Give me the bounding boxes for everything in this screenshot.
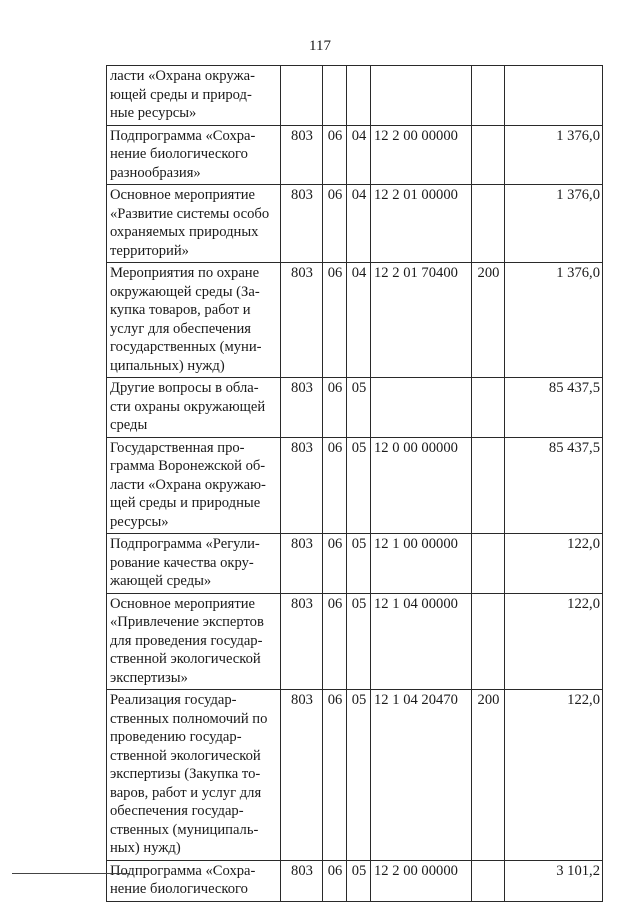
cell-expense-type bbox=[472, 125, 505, 185]
cell-section: 06 bbox=[323, 263, 347, 378]
cell-target-article: 12 2 00 00000 bbox=[371, 860, 472, 901]
cell-grbs: 803 bbox=[281, 690, 323, 861]
cell-amount bbox=[505, 66, 603, 126]
cell-name: Основное мероприятие «Развитие системы особо охраняемых природных территорий» bbox=[107, 185, 281, 263]
cell-target-article bbox=[371, 378, 472, 438]
cell-expense-type bbox=[472, 66, 505, 126]
cell-subsection: 05 bbox=[347, 534, 371, 594]
cell-expense-type: 200 bbox=[472, 690, 505, 861]
budget-table bbox=[106, 65, 603, 902]
cell-subsection: 05 bbox=[347, 437, 371, 534]
cell-amount: 1 376,0 bbox=[505, 185, 603, 263]
cell-grbs: 803 bbox=[281, 185, 323, 263]
cell-subsection: 04 bbox=[347, 125, 371, 185]
cell-amount: 122,0 bbox=[505, 690, 603, 861]
cell-section: 06 bbox=[323, 690, 347, 861]
cell-name: ласти «Охрана окружа- ющей среды и природ- ные ресурсы» bbox=[107, 66, 281, 126]
cell-grbs: 803 bbox=[281, 437, 323, 534]
cell-name: Другие вопросы в обла- сти охраны окружающей среды bbox=[107, 378, 281, 438]
cell-expense-type bbox=[472, 860, 505, 901]
cell-name: Подпрограмма «Сохра- нение биологического bbox=[107, 860, 281, 901]
cell-name: Реализация государ- ственных полномочий по проведению государ- ственной экологической экспертизы (Закупка то- варов, работ и услуг для обеспечения государ- ственных (муниципаль- ных) нужд) bbox=[107, 690, 281, 861]
cell-name: Подпрограмма «Регули- рование качества окру- жающей среды» bbox=[107, 534, 281, 594]
table-row bbox=[107, 534, 603, 594]
cell-amount: 1 376,0 bbox=[505, 125, 603, 185]
cell-name: Мероприятия по охране окружающей среды (За- купка товаров, работ и услуг для обеспечения государственных (муни- ципальных) нужд) bbox=[107, 263, 281, 378]
table-row bbox=[107, 437, 603, 534]
cell-expense-type bbox=[472, 378, 505, 438]
cell-section: 06 bbox=[323, 593, 347, 690]
cell-grbs bbox=[281, 66, 323, 126]
cell-section: 06 bbox=[323, 378, 347, 438]
table-body bbox=[107, 66, 603, 902]
cell-target-article: 12 2 01 70400 bbox=[371, 263, 472, 378]
table-row bbox=[107, 593, 603, 690]
cell-amount: 85 437,5 bbox=[505, 437, 603, 534]
table-row bbox=[107, 860, 603, 901]
cell-expense-type bbox=[472, 185, 505, 263]
cell-name: Подпрограмма «Сохра- нение биологического разнообразия» bbox=[107, 125, 281, 185]
cell-subsection: 05 bbox=[347, 860, 371, 901]
footnote-divider bbox=[12, 873, 130, 874]
cell-expense-type bbox=[472, 534, 505, 594]
cell-grbs: 803 bbox=[281, 125, 323, 185]
cell-subsection: 05 bbox=[347, 690, 371, 861]
cell-name: Государственная про- грамма Воронежской об- ласти «Охрана окружаю- щей среды и природные ресурсы» bbox=[107, 437, 281, 534]
cell-grbs: 803 bbox=[281, 860, 323, 901]
cell-expense-type bbox=[472, 437, 505, 534]
cell-amount: 122,0 bbox=[505, 534, 603, 594]
cell-expense-type bbox=[472, 593, 505, 690]
cell-section: 06 bbox=[323, 437, 347, 534]
cell-amount: 85 437,5 bbox=[505, 378, 603, 438]
table-row bbox=[107, 378, 603, 438]
cell-grbs: 803 bbox=[281, 593, 323, 690]
cell-section bbox=[323, 66, 347, 126]
page-number: 117 bbox=[309, 38, 331, 54]
cell-subsection: 04 bbox=[347, 263, 371, 378]
cell-section: 06 bbox=[323, 534, 347, 594]
table-row bbox=[107, 66, 603, 126]
cell-target-article bbox=[371, 66, 472, 126]
cell-target-article: 12 2 00 00000 bbox=[371, 125, 472, 185]
cell-section: 06 bbox=[323, 185, 347, 263]
cell-grbs: 803 bbox=[281, 378, 323, 438]
cell-target-article: 12 1 04 00000 bbox=[371, 593, 472, 690]
cell-amount: 3 101,2 bbox=[505, 860, 603, 901]
table-row bbox=[107, 185, 603, 263]
table-row bbox=[107, 125, 603, 185]
cell-subsection: 04 bbox=[347, 185, 371, 263]
cell-subsection: 05 bbox=[347, 378, 371, 438]
cell-target-article: 12 0 00 00000 bbox=[371, 437, 472, 534]
cell-target-article: 12 2 01 00000 bbox=[371, 185, 472, 263]
cell-target-article: 12 1 04 20470 bbox=[371, 690, 472, 861]
cell-section: 06 bbox=[323, 125, 347, 185]
cell-amount: 1 376,0 bbox=[505, 263, 603, 378]
cell-expense-type: 200 bbox=[472, 263, 505, 378]
cell-section: 06 bbox=[323, 860, 347, 901]
table-row bbox=[107, 263, 603, 378]
cell-name: Основное мероприятие «Привлечение экспертов для проведения государ- ственной экологической экспертизы» bbox=[107, 593, 281, 690]
cell-grbs: 803 bbox=[281, 263, 323, 378]
table-row bbox=[107, 690, 603, 861]
cell-subsection: 05 bbox=[347, 593, 371, 690]
cell-target-article: 12 1 00 00000 bbox=[371, 534, 472, 594]
cell-subsection bbox=[347, 66, 371, 126]
cell-grbs: 803 bbox=[281, 534, 323, 594]
cell-amount: 122,0 bbox=[505, 593, 603, 690]
